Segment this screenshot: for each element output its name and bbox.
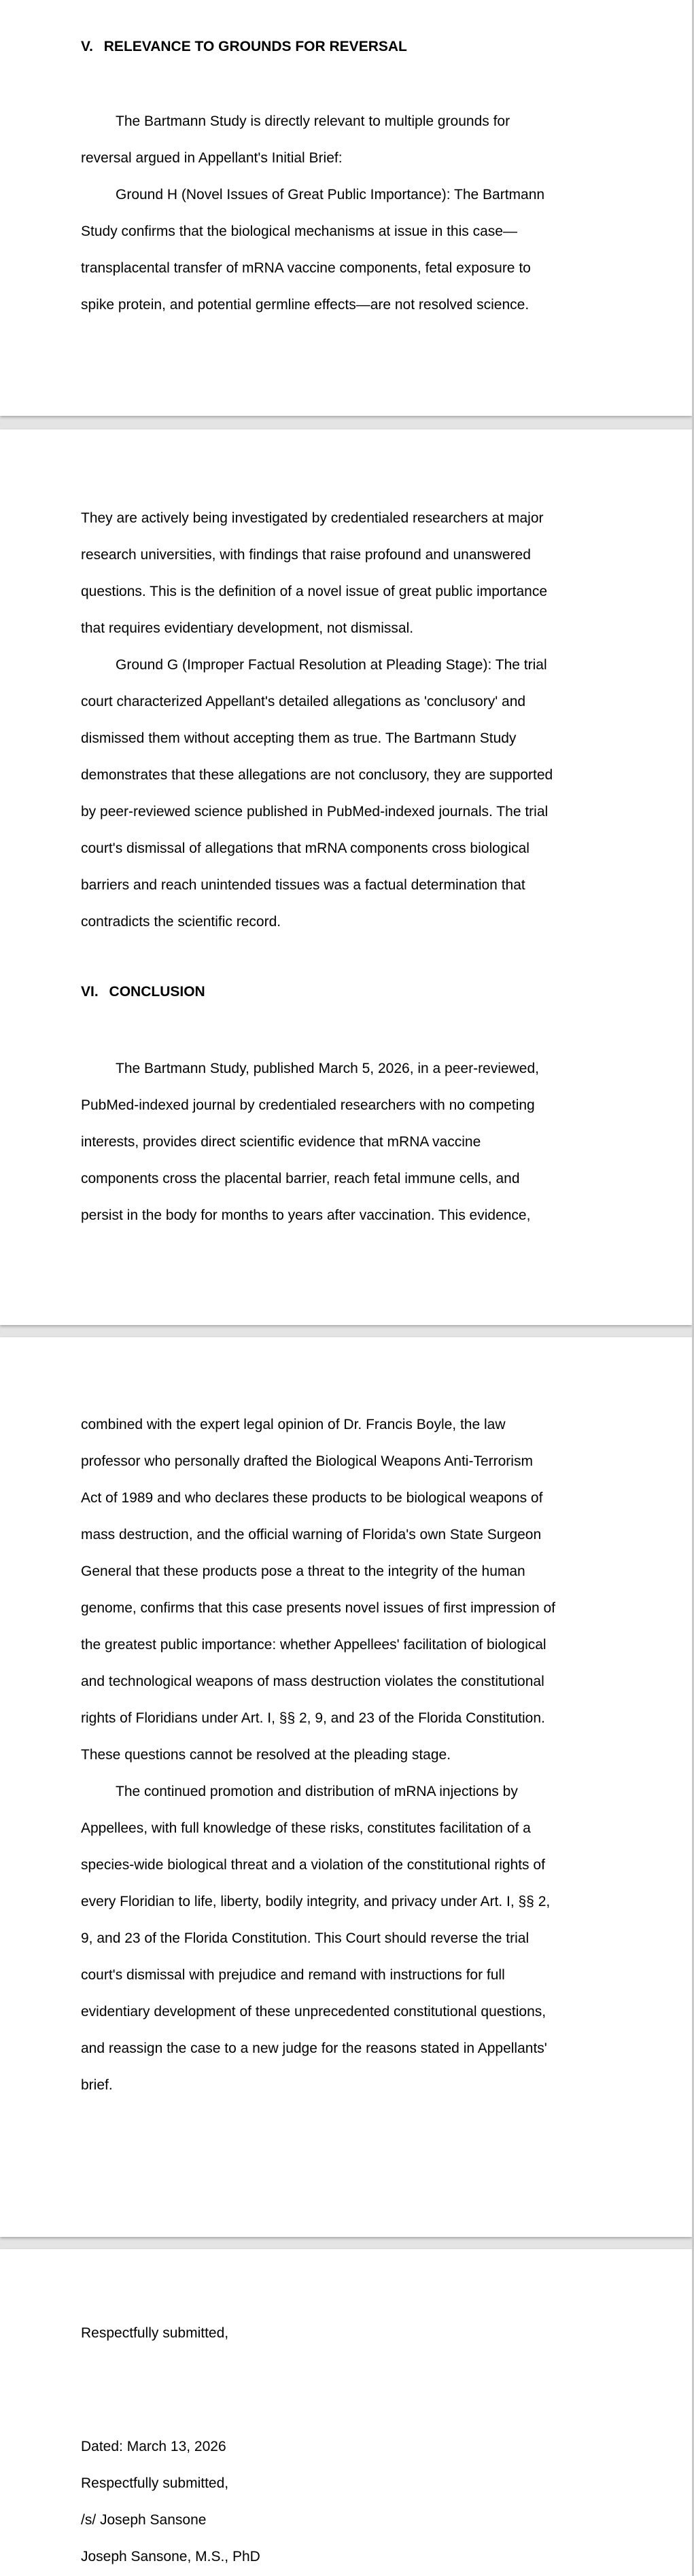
paragraph <box>81 103 619 177</box>
text-line: General that these products pose a threat to the integrity of the human <box>81 1564 525 1579</box>
section-title: CONCLUSION <box>109 984 205 1000</box>
text-line: professor who personally drafted the Biological Weapons Anti-Terrorism <box>81 1453 533 1469</box>
text-line: barriers and reach unintended tissues was a factual determination that <box>81 877 525 893</box>
text-line: Respectfully submitted, <box>81 2325 229 2341</box>
text-line: rights of Floridians under Art. I, §§ 2, 9, and 23 of the Florida Constitution. <box>81 1710 545 1726</box>
text-line: demonstrates that these allegations are not conclusory, they are supported <box>81 767 553 783</box>
date-line: Dated: March 13, 2026 <box>81 2439 226 2454</box>
text-line: components cross the placental barrier, reach fetal immune cells, and <box>81 1171 520 1186</box>
paragraph <box>81 647 619 940</box>
text-line: contradicts the scientific record. <box>81 914 281 930</box>
text-line: research universities, with findings that raise profound and unanswered <box>81 547 531 563</box>
text-line: reversal argued in Appellant's Initial Brief: <box>81 150 343 166</box>
text-line: court characterized Appellant's detailed allegations as 'conclusory' and <box>81 694 526 709</box>
section-heading <box>81 984 205 1000</box>
text-line: evidentiary development of these unprecedented constitutional questions, <box>81 2004 546 2019</box>
document-page <box>0 429 692 1325</box>
text-line: Appellees, with full knowledge of these risks, constitutes facilitation of a <box>81 1820 531 1836</box>
text-line: These questions cannot be resolved at the pleading stage. <box>81 1747 451 1763</box>
section-number: V. <box>81 39 93 54</box>
text-line: Act of 1989 and who declares these products to be biological weapons of <box>81 1490 543 1506</box>
section-heading <box>81 39 407 55</box>
closing-line <box>81 2315 619 2352</box>
text-line: combined with the expert legal opinion of Dr. Francis Boyle, the law <box>81 1417 506 1432</box>
signer-name: Joseph Sansone, M.S., PhD <box>81 2549 260 2564</box>
text-line: dismissed them without accepting them as true. The Bartmann Study <box>81 730 517 746</box>
text-line: and technological weapons of mass destruction violates the constitutional <box>81 1674 544 1689</box>
text-line: that requires evidentiary development, not dismissal. <box>81 620 414 636</box>
paragraph <box>81 1774 619 2104</box>
text-line: the greatest public importance: whether Appellees' facilitation of biological <box>81 1637 546 1653</box>
text-line: by peer-reviewed science published in PubMed-indexed journals. The trial <box>81 804 549 819</box>
text-line: The continued promotion and distribution of mRNA injections by <box>116 1784 518 1799</box>
text-line: PubMed-indexed journal by credentialed researchers with no competing <box>81 1097 535 1113</box>
document-page <box>0 2249 692 2576</box>
section-number: VI. <box>81 984 99 1000</box>
signature-block <box>81 2429 619 2575</box>
text-line: genome, confirms that this case presents novel issues of first impression of <box>81 1600 555 1616</box>
text-line: Study confirms that the biological mechanisms at issue in this case— <box>81 224 517 239</box>
signature-line: /s/ Joseph Sansone <box>81 2512 207 2528</box>
paragraph <box>81 177 619 323</box>
paragraph <box>81 1407 619 1774</box>
text-line: 9, and 23 of the Florida Constitution. This Court should reverse the trial <box>81 1930 530 1946</box>
document-page <box>0 0 692 416</box>
text-line: The Bartmann Study is directly relevant to multiple grounds for <box>116 113 510 129</box>
text-line: Respectfully submitted, <box>81 2475 229 2491</box>
text-line: The Bartmann Study, published March 5, 2026, in a peer-reviewed, <box>116 1061 539 1076</box>
text-line: brief. <box>81 2077 113 2093</box>
paragraph <box>81 500 619 647</box>
text-line: and reassign the case to a new judge for the reasons stated in Appellants' <box>81 2041 547 2056</box>
section-title: RELEVANCE TO GROUNDS FOR REVERSAL <box>103 39 407 54</box>
text-line: spike protein, and potential germline effects—are not resolved science. <box>81 297 530 313</box>
paragraph <box>81 1051 619 1234</box>
text-line: every Floridian to life, liberty, bodily integrity, and privacy under Art. I, §§ 2, <box>81 1894 551 1909</box>
document-page <box>0 1337 692 2237</box>
text-line: questions. This is the definition of a novel issue of great public importance <box>81 584 548 599</box>
text-line: transplacental transfer of mRNA vaccine components, fetal exposure to <box>81 260 531 276</box>
text-line: species-wide biological threat and a violation of the constitutional rights of <box>81 1857 545 1873</box>
text-line: persist in the body for months to years after vaccination. This evidence, <box>81 1207 531 1223</box>
text-line: interests, provides direct scientific evidence that mRNA vaccine <box>81 1134 481 1150</box>
text-line: They are actively being investigated by credentialed researchers at major <box>81 510 544 526</box>
text-line: Ground H (Novel Issues of Great Public Importance): The Bartmann <box>116 187 545 202</box>
text-line: Ground G (Improper Factual Resolution at Pleading Stage): The trial <box>116 657 547 673</box>
text-line: court's dismissal of allegations that mRNA components cross biological <box>81 841 530 856</box>
text-line: mass destruction, and the official warning of Florida's own State Surgeon <box>81 1527 542 1542</box>
text-line: court's dismissal with prejudice and remand with instructions for full <box>81 1967 505 1983</box>
